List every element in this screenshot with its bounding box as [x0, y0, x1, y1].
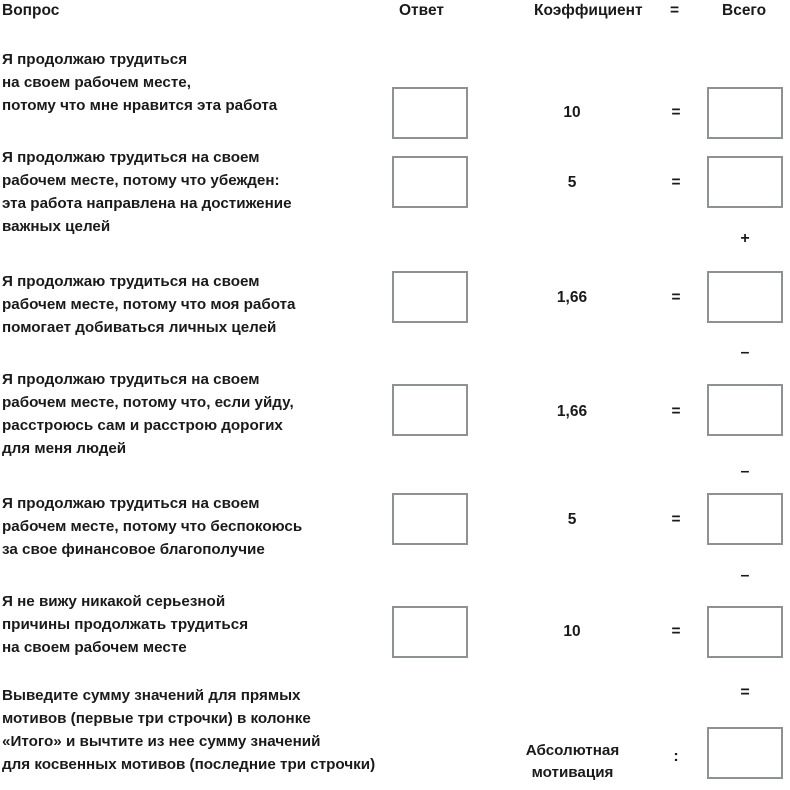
- answer-input[interactable]: [392, 606, 468, 658]
- total-input[interactable]: [707, 606, 783, 658]
- header-equals: =: [670, 2, 680, 19]
- table-row: [0, 484, 790, 584]
- coefficient-value: 10: [563, 623, 581, 640]
- table-row: [0, 582, 790, 682]
- coefficient-value: 5: [567, 174, 577, 191]
- total-input[interactable]: [707, 271, 783, 323]
- result-input[interactable]: [707, 727, 783, 779]
- total-input[interactable]: [707, 87, 783, 139]
- total-input[interactable]: [707, 384, 783, 436]
- colon-sign: :: [673, 748, 679, 765]
- equals-sign: =: [671, 403, 681, 420]
- header-coefficient: Коэффициент: [534, 2, 643, 19]
- table-row: [0, 40, 790, 130]
- equals-sign: =: [671, 104, 681, 121]
- question-text: Я продолжаю трудиться на своем рабочем месте, потому что убежден: эта работа направлена на достижение важных целей: [2, 149, 292, 235]
- equals-sign: =: [671, 289, 681, 306]
- operator-minus: –: [740, 567, 750, 584]
- table-row: [0, 138, 790, 248]
- question-text: Я продолжаю трудиться на своем рабочем месте, потому что мне нравится эта работа: [2, 51, 278, 114]
- question-text: Я продолжаю трудиться на своем рабочем месте, потому что беспокоюсь за свое финансовое благополучие: [2, 495, 303, 558]
- coefficient-value: 5: [567, 511, 577, 528]
- operator-minus: –: [740, 344, 750, 361]
- footer-instruction: Выведите сумму значений для прямых мотивов (первые три строчки) в колонке «Итого» и вычтите из нее сумму значений для косвенных мотивов (последние три строчки): [2, 687, 376, 773]
- result-label: Абсолютная мотивация: [525, 742, 620, 781]
- question-text: Я продолжаю трудиться на своем рабочем месте, потому что, если уйду, расстроюсь сам и расстрою дорогих для меня людей: [2, 371, 294, 457]
- header-question: Вопрос: [2, 2, 60, 19]
- equals-sign: =: [671, 174, 681, 191]
- operator-minus: –: [740, 463, 750, 480]
- total-input[interactable]: [707, 493, 783, 545]
- answer-input[interactable]: [392, 87, 468, 139]
- table-row: [0, 360, 790, 482]
- equals-sign: =: [671, 511, 681, 528]
- header-total: Всего: [722, 2, 767, 19]
- question-text: Я не вижу никакой серьезной причины продолжать трудиться на своем рабочем месте: [2, 593, 249, 656]
- answer-input[interactable]: [392, 271, 468, 323]
- answer-input[interactable]: [392, 493, 468, 545]
- header-answer: Ответ: [399, 2, 444, 19]
- answer-input[interactable]: [392, 156, 468, 208]
- coefficient-value: 1,66: [556, 289, 588, 306]
- answer-input[interactable]: [392, 384, 468, 436]
- table-header: [0, 0, 790, 30]
- coefficient-value: 10: [563, 104, 581, 121]
- coefficient-value: 1,66: [556, 403, 588, 420]
- operator-plus: +: [740, 230, 750, 247]
- total-input[interactable]: [707, 156, 783, 208]
- equals-sign: =: [671, 623, 681, 640]
- question-text: Я продолжаю трудиться на своем рабочем месте, потому что моя работа помогает добиваться личных целей: [2, 273, 296, 336]
- operator-equals: =: [740, 684, 750, 701]
- table-row: [0, 262, 790, 361]
